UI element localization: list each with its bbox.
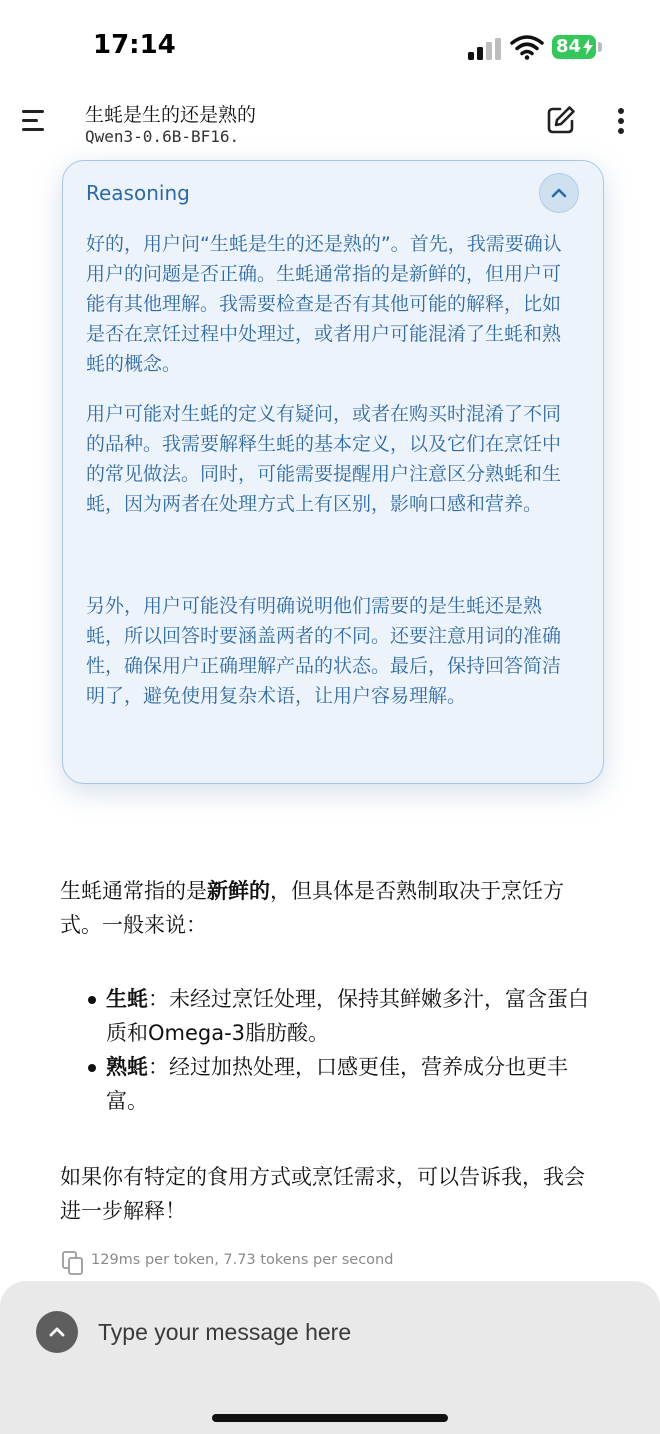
reasoning-paragraph: 好的，用户问“生蚝是生的还是熟的”。首先，我需要确认用户的问题是否正确。生蚝通常指的是新鲜的，但用户可能有其他理解。我需要检查是否有其他可能的解释，比如是否在烹饪过程中处理过，或者用户可能混淆了生蚝和熟蚝的概念。	[86, 233, 562, 375]
menu-icon[interactable]	[22, 110, 48, 132]
bullet-dot	[88, 996, 96, 1004]
home-indicator	[212, 1414, 448, 1422]
token-stats: 129ms per token, 7.73 tokens per second	[91, 1252, 394, 1268]
status-time: 17:14	[93, 30, 176, 60]
reasoning-paragraph: 用户可能对生蚝的定义有疑问，或者在购买时混淆了不同的品种。我需要解释生蚝的基本定义，以及它们在烹饪中的常见做法。同时，可能需要提醒用户注意区分熟蚝和生蚝，因为两者在处理方式上有区别，影响口感和营养。	[86, 403, 562, 515]
message-input[interactable]	[98, 1315, 568, 1349]
battery-level: 84	[556, 36, 582, 57]
chevron-up-icon	[549, 183, 569, 203]
battery-tip	[598, 42, 602, 52]
list-item	[88, 982, 598, 1050]
answer-intro: 生蚝通常指的是新鲜的，但具体是否熟制取决于烹饪方式。一般来说：	[60, 879, 564, 937]
list-item	[88, 1050, 598, 1118]
bullet-text: ：经过加热处理，口感更佳，营养成分也更丰富。	[106, 1055, 568, 1113]
answer-bullet-list	[88, 982, 598, 1118]
message-composer	[0, 1281, 660, 1434]
bullet-term: 生蚝	[106, 987, 148, 1011]
battery-charging-icon	[583, 39, 593, 55]
wifi-icon	[510, 34, 544, 60]
cellular-signal-icon	[468, 38, 502, 60]
chevron-up-icon	[46, 1321, 68, 1343]
collapse-reasoning-button[interactable]	[539, 173, 579, 213]
more-vertical-icon[interactable]	[616, 108, 626, 136]
answer-emphasis: 新鲜的	[207, 879, 270, 903]
status-bar	[0, 0, 660, 96]
reasoning-panel	[62, 160, 604, 784]
reasoning-paragraph: 另外，用户可能没有明确说明他们需要的是生蚝还是熟蚝，所以回答时要涵盖两者的不同。还要注意用词的准确性，确保用户正确理解产品的状态。最后，保持回答简洁明了，避免使用复杂术语，让用户容易理解。	[86, 595, 562, 707]
bullet-text: ：未经过烹饪处理，保持其鲜嫩多汁，富含蛋白质和Omega-3脂肪酸。	[106, 987, 589, 1045]
model-name: Qwen3-0.6B-BF16.	[85, 127, 240, 146]
app-header	[0, 96, 660, 156]
reasoning-label: Reasoning	[86, 181, 190, 205]
battery-indicator	[552, 35, 596, 59]
answer-closing: 如果你有特定的食用方式或烹饪需求，可以告诉我，我会进一步解释！	[60, 1165, 585, 1223]
copy-icon[interactable]	[62, 1251, 84, 1275]
bullet-dot	[88, 1064, 96, 1072]
bullet-term: 熟蚝	[106, 1055, 148, 1079]
expand-composer-button[interactable]	[36, 1311, 78, 1353]
edit-icon[interactable]	[545, 104, 577, 136]
chat-title: 生蚝是生的还是熟的	[85, 104, 257, 126]
